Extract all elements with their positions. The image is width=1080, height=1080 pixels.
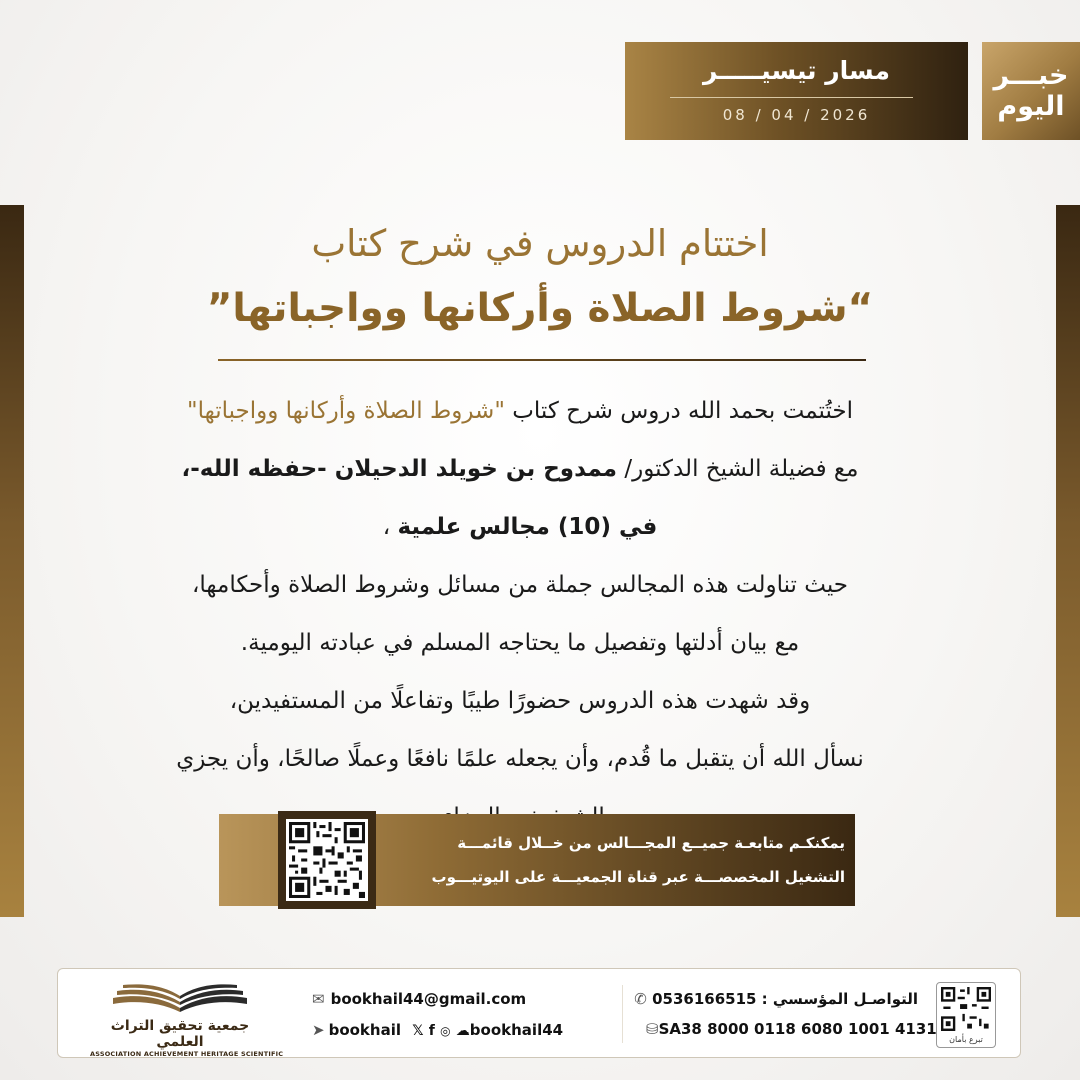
logo-arabic-name: جمعية تحقيق التراث العلمي — [110, 1018, 250, 1050]
iban-number: SA38 8000 0118 6080 1001 4131 — [658, 1020, 937, 1038]
youtube-qr-code[interactable] — [278, 811, 376, 909]
body-line-4: حيث تناولت هذه المجالس جملة من مسائل وشروط الصلاة وأحكامها، — [191, 572, 849, 598]
iban-contact — [640, 1020, 937, 1038]
headline-line-2: ”شروط الصلاة وأركانها وواجباتها“ — [206, 286, 874, 331]
body-line-1-start: اختُتمت بحمد الله دروس شرح كتاب — [504, 398, 853, 424]
track-divider — [670, 97, 913, 98]
body-line-3-end: ، — [382, 514, 398, 540]
donation-qr-caption: تبرع بأمان — [949, 1035, 983, 1044]
sheikh-name: ممدوح بن خويلد الدحيلان -حفظه الله-، — [181, 456, 618, 482]
book-logo-icon — [105, 978, 255, 1012]
phone-number: 0536166515 — [652, 990, 757, 1008]
phone-label: التواصـل المؤسسي : — [756, 990, 918, 1008]
x-icon: 𝕏 — [412, 1023, 424, 1039]
qr-code-icon — [289, 822, 365, 898]
body-line-2 — [80, 440, 960, 498]
body-line-3 — [80, 498, 960, 556]
instagram-icon: ◎ — [440, 1024, 451, 1038]
sessions-count: في (10) مجالس علمية — [397, 514, 658, 540]
facebook-icon: f — [428, 1023, 435, 1039]
phone-contact[interactable] — [634, 990, 918, 1008]
social-contact[interactable] — [312, 1021, 612, 1039]
email-address: bookhail44@gmail.com — [330, 990, 527, 1008]
track-header — [625, 42, 968, 140]
news-of-day-badge — [982, 42, 1080, 140]
badge-line-2: اليوم — [997, 91, 1065, 122]
telegram-icon: ➤ — [312, 1021, 325, 1039]
follow-line-2: التشغيل المخصصـــة عبر قناة الجمعيـــة على اليوتيـــوب — [431, 868, 845, 886]
logo-english-name: ASSOCIATION ACHIEVEMENT HERITAGE SCIENTIFIC — [90, 1050, 284, 1058]
follow-instructions — [395, 826, 845, 894]
phone-icon: ✆ — [634, 990, 647, 1008]
footer-separator — [622, 985, 623, 1043]
body-line-6: وقد شهدت هذه الدروس حضورًا طيبًا وتفاعلًا من المستفيدين، — [229, 688, 811, 714]
headline-line-1: اختتام الدروس في شرح كتاب — [311, 222, 769, 265]
association-logo — [90, 978, 284, 1058]
follow-line-1: يمكنكـم متابعـة جميــع المجـــالس من خــلال قائمـــة — [457, 834, 845, 852]
body-line-7: نسأل الله أن يتقبل ما قُدم، وأن يجعله علمًا نافعًا وعملًا صالحًا، وأن يجزي — [176, 746, 864, 772]
body-line-1 — [80, 382, 960, 440]
track-title: مسار تيسيـــــر — [703, 56, 890, 85]
article-body — [80, 382, 960, 846]
snapchat-icon: ☁ — [455, 1023, 470, 1039]
qr-code-icon — [941, 987, 991, 1031]
badge-line-1: خبـــر — [993, 59, 1069, 91]
email-contact[interactable] — [312, 990, 612, 1008]
body-line-2-start: مع فضيلة الشيخ الدكتور/ — [617, 456, 859, 482]
coins-icon: ⛁ — [646, 1020, 659, 1038]
book-title-mention: "شروط الصلاة وأركانها وواجباتها" — [187, 398, 505, 424]
headline-divider — [218, 359, 866, 361]
body-line-5: مع بيان أدلتها وتفصيل ما يحتاجه المسلم في عبادته اليومية. — [240, 630, 800, 656]
email-icon: ✉ — [312, 990, 325, 1008]
donation-qr-code[interactable] — [936, 982, 996, 1048]
social-handle: bookhail44 — [469, 1021, 564, 1039]
track-date: 08 / 04 / 2026 — [722, 106, 871, 124]
telegram-handle: bookhail — [328, 1021, 401, 1039]
